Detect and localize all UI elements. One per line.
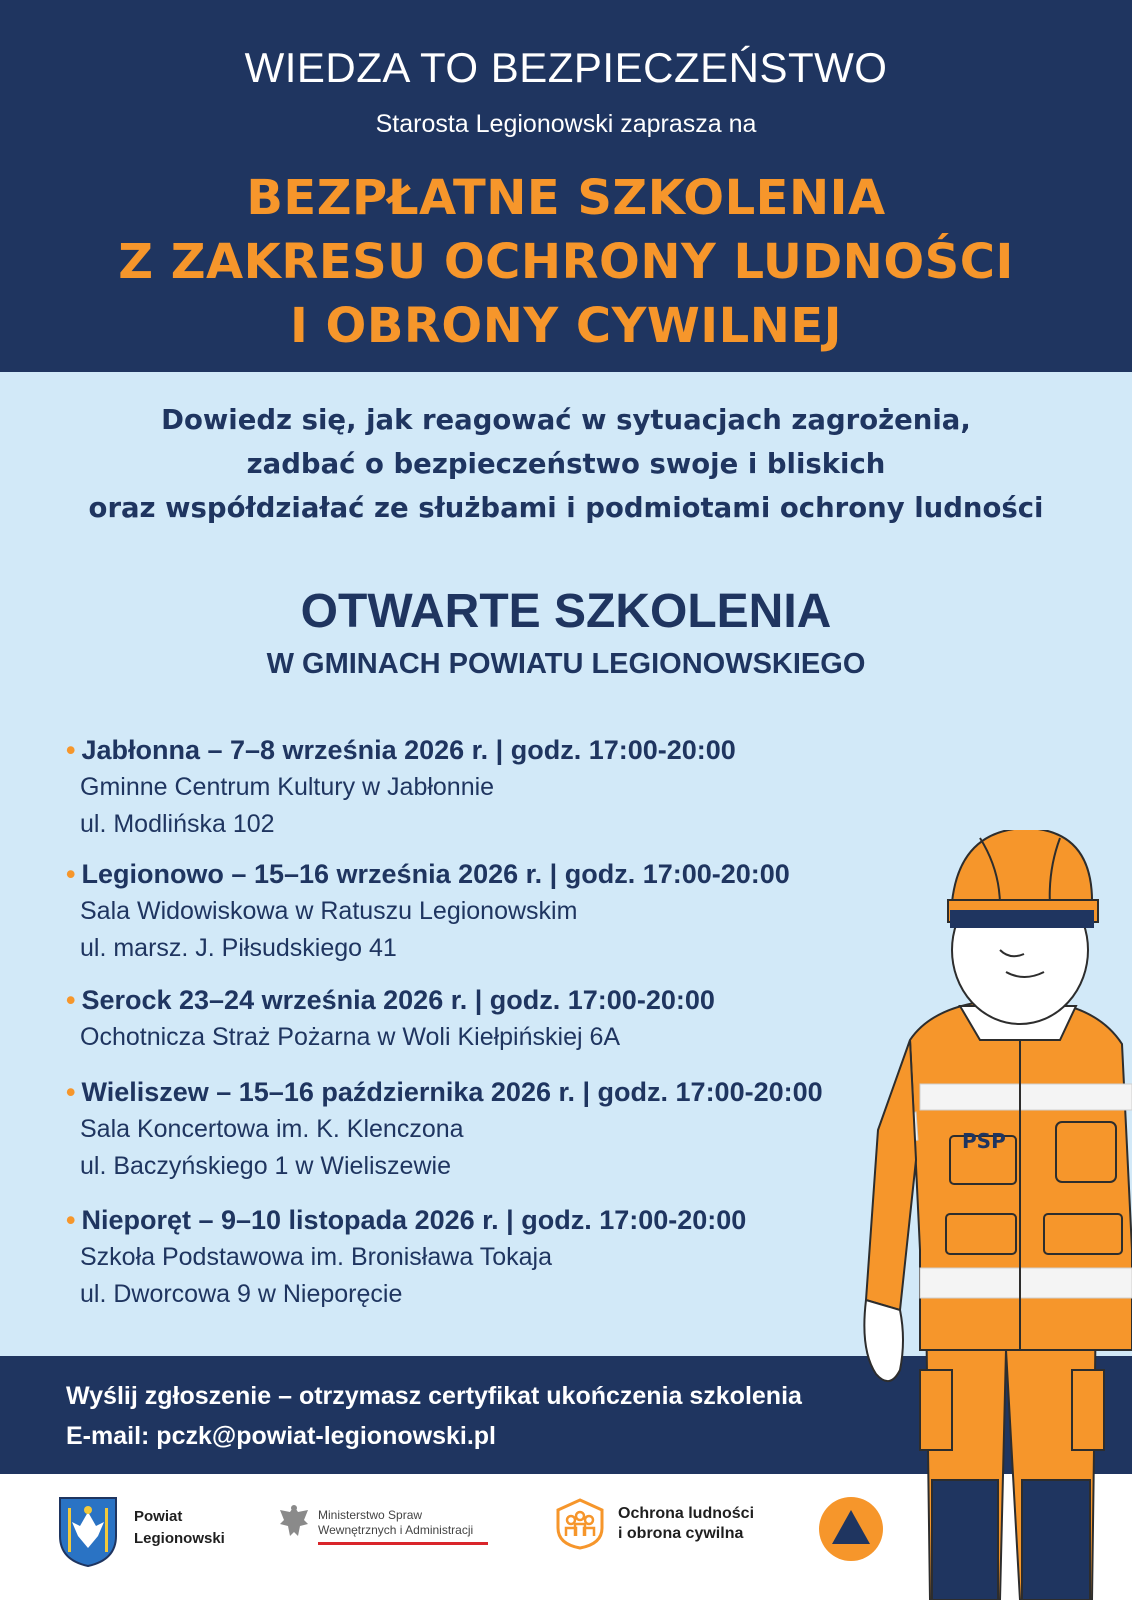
event-address: ul. Dworcowa 9 w Nieporęcie bbox=[80, 1280, 403, 1308]
civil-logo-text: Ochrona ludności i obrona cywilna bbox=[618, 1505, 755, 1542]
event-address: ul. marsz. J. Piłsudskiego 41 bbox=[80, 934, 397, 962]
main-title-line: Z ZAKRESU OCHRONY LUDNOŚCI bbox=[118, 234, 1014, 290]
section-title: OTWARTE SZKOLENIA bbox=[300, 585, 832, 638]
lead-line: Dowiedz się, jak reagować w sytuacjach zagrożenia, bbox=[161, 404, 971, 436]
event-address: ul. Modlińska 102 bbox=[80, 810, 275, 838]
event-venue: Ochotnicza Straż Pożarna w Woli Kiełpińskiej 6A bbox=[80, 1023, 621, 1051]
ministry-underline bbox=[318, 1542, 488, 1545]
event-heading: Serock 23–24 września 2026 r. | godz. 17:00-20:00 bbox=[81, 985, 715, 1015]
bullet-icon: • bbox=[66, 1205, 76, 1235]
ministry-logo-text: Ministerstwo Spraw Wewnętrznych i Administracji bbox=[318, 1508, 474, 1537]
event-item bbox=[66, 732, 736, 843]
signup-text: Wyślij zgłoszenie – otrzymasz certyfikat ukończenia szkolenia bbox=[66, 1382, 802, 1410]
psp-badge-text: PSP bbox=[962, 1129, 1006, 1153]
bullet-icon: • bbox=[66, 1077, 76, 1107]
signup-email[interactable]: E-mail: pczk@powiat-legionowski.pl bbox=[66, 1422, 496, 1450]
main-title-line: BEZPŁATNE SZKOLENIA bbox=[246, 170, 886, 226]
bullet-icon: • bbox=[66, 735, 76, 765]
main-title bbox=[0, 166, 1132, 358]
event-heading: Jabłonna – 7–8 września 2026 r. | godz. 17:00-20:00 bbox=[81, 735, 736, 765]
header-banner bbox=[0, 0, 1132, 372]
event-item bbox=[66, 856, 790, 967]
firefighter-illustration bbox=[860, 830, 1132, 1600]
event-venue: Sala Widowiskowa w Ratuszu Legionowskim bbox=[80, 897, 578, 925]
event-item bbox=[66, 1202, 746, 1313]
event-heading: Wieliszew – 15–16 października 2026 r. | godz. 17:00-20:00 bbox=[81, 1077, 823, 1107]
event-venue: Gminne Centrum Kultury w Jabłonnie bbox=[80, 773, 495, 801]
event-heading: Legionowo – 15–16 września 2026 r. | godz. 17:00-20:00 bbox=[81, 859, 790, 889]
event-item bbox=[66, 982, 715, 1056]
powiat-logo-text: Powiat Legionowski bbox=[134, 1508, 225, 1547]
civil-protection-icon bbox=[556, 1498, 604, 1550]
main-title-line: I OBRONY CYWILNEJ bbox=[289, 298, 843, 354]
event-venue: Sala Koncertowa im. K. Klenczona bbox=[80, 1115, 464, 1143]
lead-line: oraz współdziałać ze służbami i podmiotami ochrony ludności bbox=[88, 492, 1044, 524]
event-venue: Szkoła Podstawowa im. Bronisława Tokaja bbox=[80, 1243, 552, 1271]
event-address: ul. Baczyńskiego 1 w Wieliszewie bbox=[80, 1152, 451, 1180]
polish-eagle-icon bbox=[276, 1502, 312, 1542]
event-heading: Nieporęt – 9–10 listopada 2026 r. | godz. 17:00-20:00 bbox=[81, 1205, 747, 1235]
lead-text bbox=[0, 398, 1132, 530]
bullet-icon: • bbox=[66, 985, 76, 1015]
lead-line: zadbać o bezpieczeństwo swoje i bliskich bbox=[246, 448, 886, 480]
invite-text: Starosta Legionowski zaprasza na bbox=[375, 110, 757, 138]
section-subtitle: W GMINACH POWIATU LEGIONOWSKIEGO bbox=[266, 648, 866, 680]
powiat-crest-icon bbox=[58, 1496, 118, 1568]
tagline: WIEDZA TO BEZPIECZEŃSTWO bbox=[244, 44, 888, 91]
event-item bbox=[66, 1074, 823, 1185]
bullet-icon: • bbox=[66, 859, 76, 889]
